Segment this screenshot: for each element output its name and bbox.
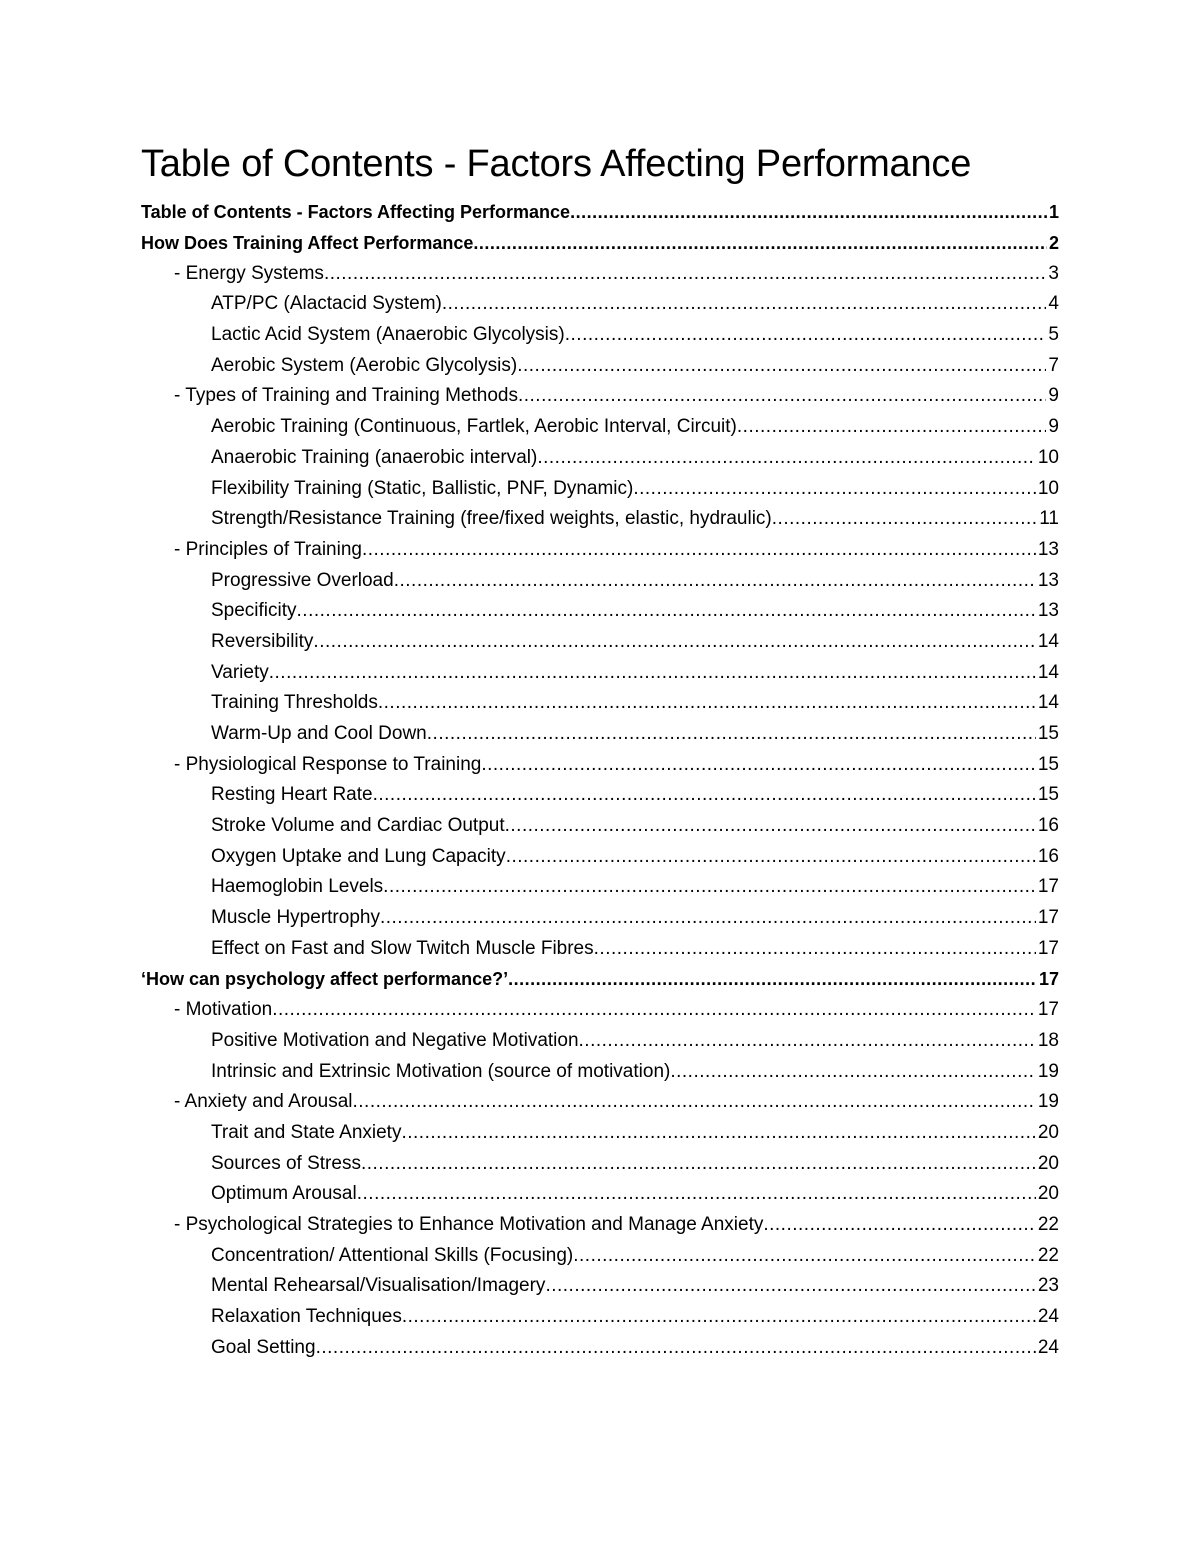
toc-entry[interactable] xyxy=(141,811,1059,842)
table-of-contents xyxy=(141,197,1059,1363)
toc-entry-page-number: 14 xyxy=(1037,630,1059,652)
toc-entry[interactable] xyxy=(141,473,1059,504)
toc-entry-label: Progressive Overload xyxy=(211,569,394,591)
toc-dot-leader xyxy=(570,202,1047,223)
toc-entry-page-number: 20 xyxy=(1037,1183,1059,1205)
toc-entry[interactable] xyxy=(141,289,1059,320)
toc-entry-label: Reversibility xyxy=(211,630,314,652)
toc-dot-leader xyxy=(316,1337,1036,1359)
toc-dot-leader xyxy=(401,1122,1035,1144)
toc-entry-page-number: 22 xyxy=(1037,1214,1059,1236)
toc-entry-page-number: 5 xyxy=(1048,324,1059,346)
toc-entry-label: Relaxation Techniques xyxy=(211,1306,402,1328)
toc-entry[interactable] xyxy=(141,1210,1059,1241)
toc-entry-label: - Psychological Strategies to Enhance Motivation and Manage Anxiety xyxy=(174,1214,764,1236)
toc-entry-page-number: 15 xyxy=(1037,784,1059,806)
toc-entry[interactable] xyxy=(141,1240,1059,1271)
toc-entry-label: Table of Contents - Factors Affecting Performance xyxy=(141,201,571,222)
toc-entry-label: - Anxiety and Arousal xyxy=(174,1091,353,1113)
toc-entry-page-number: 16 xyxy=(1037,815,1059,837)
toc-entry[interactable] xyxy=(141,719,1059,750)
toc-entry[interactable] xyxy=(141,1332,1059,1363)
toc-entry-label: Strength/Resistance Training (free/fixed weights, elastic, hydraulic) xyxy=(211,508,772,530)
toc-entry[interactable] xyxy=(141,596,1059,627)
toc-dot-leader xyxy=(545,1275,1035,1297)
toc-entry[interactable] xyxy=(141,780,1059,811)
toc-entry[interactable] xyxy=(141,995,1059,1026)
toc-entry-page-number: 10 xyxy=(1037,477,1059,499)
toc-entry[interactable] xyxy=(141,1026,1059,1057)
toc-dot-leader xyxy=(313,631,1035,653)
toc-entry-page-number: 9 xyxy=(1048,385,1059,407)
toc-entry[interactable] xyxy=(141,228,1059,259)
toc-entry[interactable] xyxy=(141,657,1059,688)
toc-entry[interactable] xyxy=(141,1087,1059,1118)
toc-entry-label: - Principles of Training xyxy=(174,538,362,560)
toc-dot-leader xyxy=(394,570,1036,592)
page-title: Table of Contents - Factors Affecting Performance xyxy=(141,143,972,185)
toc-entry[interactable] xyxy=(141,841,1059,872)
toc-entry[interactable] xyxy=(141,1271,1059,1302)
toc-dot-leader xyxy=(362,539,1036,561)
toc-dot-leader xyxy=(442,293,1047,315)
toc-entry-label: Variety xyxy=(211,661,269,683)
toc-dot-leader xyxy=(378,692,1036,714)
toc-entry-label: Aerobic System (Aerobic Glycolysis) xyxy=(211,354,518,376)
toc-entry-label: Haemoglobin Levels xyxy=(211,876,384,898)
toc-entry-page-number: 20 xyxy=(1037,1121,1059,1143)
toc-dot-leader xyxy=(505,815,1036,837)
toc-entry[interactable] xyxy=(141,565,1059,596)
toc-entry-label: Intrinsic and Extrinsic Motivation (source of motivation) xyxy=(211,1060,671,1082)
toc-entry[interactable] xyxy=(141,1179,1059,1210)
toc-entry-page-number: 11 xyxy=(1039,508,1059,530)
toc-entry-page-number: 1 xyxy=(1048,201,1059,222)
toc-entry-page-number: 3 xyxy=(1048,262,1059,284)
toc-entry-page-number: 17 xyxy=(1037,876,1059,898)
toc-entry-label: - Types of Training and Training Methods xyxy=(174,385,518,407)
toc-dot-leader xyxy=(383,876,1036,898)
toc-entry-page-number: 13 xyxy=(1037,600,1059,622)
toc-entry-page-number: 9 xyxy=(1048,416,1059,438)
toc-entry-label: Optimum Arousal xyxy=(211,1183,357,1205)
toc-entry-page-number: 13 xyxy=(1037,569,1059,591)
toc-entry-page-number: 22 xyxy=(1037,1244,1059,1266)
toc-entry[interactable] xyxy=(141,1056,1059,1087)
toc-entry-label: - Energy Systems xyxy=(174,262,324,284)
toc-dot-leader xyxy=(565,324,1047,346)
toc-entry-page-number: 16 xyxy=(1037,845,1059,867)
toc-dot-leader xyxy=(772,508,1038,530)
toc-entry-page-number: 15 xyxy=(1037,723,1059,745)
toc-entry-page-number: 17 xyxy=(1037,999,1059,1021)
toc-entry-label: Positive Motivation and Negative Motivation xyxy=(211,1029,579,1051)
toc-entry-page-number: 24 xyxy=(1037,1306,1059,1328)
toc-dot-leader xyxy=(380,907,1036,929)
toc-entry[interactable] xyxy=(141,320,1059,351)
toc-entry-label: - Motivation xyxy=(174,999,273,1021)
toc-entry-page-number: 14 xyxy=(1037,661,1059,683)
toc-entry[interactable] xyxy=(141,443,1059,474)
toc-entry-page-number: 17 xyxy=(1038,969,1059,990)
toc-entry-label: Muscle Hypertrophy xyxy=(211,907,380,929)
toc-dot-leader xyxy=(272,999,1036,1021)
toc-dot-leader xyxy=(269,662,1036,684)
toc-entry-page-number: 13 xyxy=(1037,538,1059,560)
toc-entry-page-number: 19 xyxy=(1037,1091,1059,1113)
toc-entry-page-number: 15 xyxy=(1037,753,1059,775)
toc-entry-label: Trait and State Anxiety xyxy=(211,1121,402,1143)
toc-dot-leader xyxy=(670,1061,1036,1083)
toc-entry-label: Effect on Fast and Slow Twitch Muscle Fibres xyxy=(211,937,594,959)
toc-entry[interactable] xyxy=(141,627,1059,658)
toc-entry[interactable] xyxy=(141,872,1059,903)
toc-entry-label: Sources of Stress xyxy=(211,1152,361,1174)
toc-entry[interactable] xyxy=(141,749,1059,780)
toc-entry[interactable] xyxy=(141,964,1059,995)
toc-dot-leader xyxy=(594,938,1036,960)
toc-entry-label: ‘How can psychology affect performance?’ xyxy=(141,969,509,990)
toc-dot-leader xyxy=(508,969,1037,990)
toc-entry-label: Anaerobic Training (anaerobic interval) xyxy=(211,446,538,468)
toc-entry-label: Flexibility Training (Static, Ballistic, PNF, Dynamic) xyxy=(211,477,634,499)
toc-dot-leader xyxy=(297,600,1036,622)
toc-dot-leader xyxy=(737,416,1047,438)
toc-entry[interactable] xyxy=(141,688,1059,719)
toc-dot-leader xyxy=(402,1306,1036,1328)
toc-entry[interactable] xyxy=(141,504,1059,535)
toc-entry-label: Specificity xyxy=(211,600,297,622)
toc-dot-leader xyxy=(373,784,1036,806)
toc-entry-label: Oxygen Uptake and Lung Capacity xyxy=(211,845,506,867)
toc-dot-leader xyxy=(633,478,1036,500)
toc-entry-page-number: 4 xyxy=(1048,293,1059,315)
toc-entry-label: Training Thresholds xyxy=(211,692,378,714)
toc-entry-page-number: 23 xyxy=(1037,1275,1059,1297)
toc-entry[interactable] xyxy=(141,350,1059,381)
toc-entry-page-number: 2 xyxy=(1048,232,1059,253)
toc-entry[interactable] xyxy=(141,1148,1059,1179)
toc-entry-label: Stroke Volume and Cardiac Output xyxy=(211,815,505,837)
toc-entry-label: Warm-Up and Cool Down xyxy=(211,723,427,745)
toc-entry-page-number: 20 xyxy=(1037,1152,1059,1174)
toc-entry[interactable] xyxy=(141,903,1059,934)
toc-dot-leader xyxy=(324,263,1046,285)
toc-entry[interactable] xyxy=(141,381,1059,412)
toc-dot-leader xyxy=(573,1245,1036,1267)
toc-entry-page-number: 7 xyxy=(1048,354,1059,376)
toc-entry[interactable] xyxy=(141,1302,1059,1333)
toc-entry-label: ATP/PC (Alactacid System) xyxy=(211,293,442,315)
toc-entry-label: How Does Training Affect Performance xyxy=(141,232,474,253)
toc-dot-leader xyxy=(481,754,1036,776)
toc-entry[interactable] xyxy=(141,258,1059,289)
toc-entry-page-number: 14 xyxy=(1037,692,1059,714)
toc-entry[interactable] xyxy=(141,934,1059,965)
toc-dot-leader xyxy=(579,1030,1036,1052)
toc-entry[interactable] xyxy=(141,1118,1059,1149)
toc-dot-leader xyxy=(473,233,1047,254)
toc-entry-label: - Physiological Response to Training xyxy=(174,753,482,775)
toc-entry-label: Goal Setting xyxy=(211,1336,316,1358)
toc-entry-page-number: 19 xyxy=(1037,1060,1059,1082)
toc-dot-leader xyxy=(506,846,1036,868)
toc-dot-leader xyxy=(357,1183,1036,1205)
toc-entry-label: Aerobic Training (Continuous, Fartlek, Aerobic Interval, Circuit) xyxy=(211,416,737,438)
toc-dot-leader xyxy=(427,723,1036,745)
toc-entry-page-number: 24 xyxy=(1037,1336,1059,1358)
toc-entry-label: Mental Rehearsal/Visualisation/Imagery xyxy=(211,1275,546,1297)
toc-entry-page-number: 18 xyxy=(1037,1029,1059,1051)
toc-dot-leader xyxy=(763,1214,1036,1236)
toc-entry-label: Concentration/ Attentional Skills (Focusing) xyxy=(211,1244,574,1266)
toc-entry[interactable] xyxy=(141,197,1059,228)
toc-entry[interactable] xyxy=(141,412,1059,443)
toc-entry-page-number: 17 xyxy=(1037,937,1059,959)
toc-entry-label: Lactic Acid System (Anaerobic Glycolysis) xyxy=(211,324,565,346)
toc-entry-page-number: 10 xyxy=(1037,446,1059,468)
toc-dot-leader xyxy=(517,355,1046,377)
toc-dot-leader xyxy=(361,1153,1036,1175)
toc-dot-leader xyxy=(353,1091,1036,1113)
toc-entry-page-number: 17 xyxy=(1037,907,1059,929)
toc-dot-leader xyxy=(518,385,1046,407)
toc-entry[interactable] xyxy=(141,535,1059,566)
toc-entry-label: Resting Heart Rate xyxy=(211,784,373,806)
toc-dot-leader xyxy=(537,447,1036,469)
